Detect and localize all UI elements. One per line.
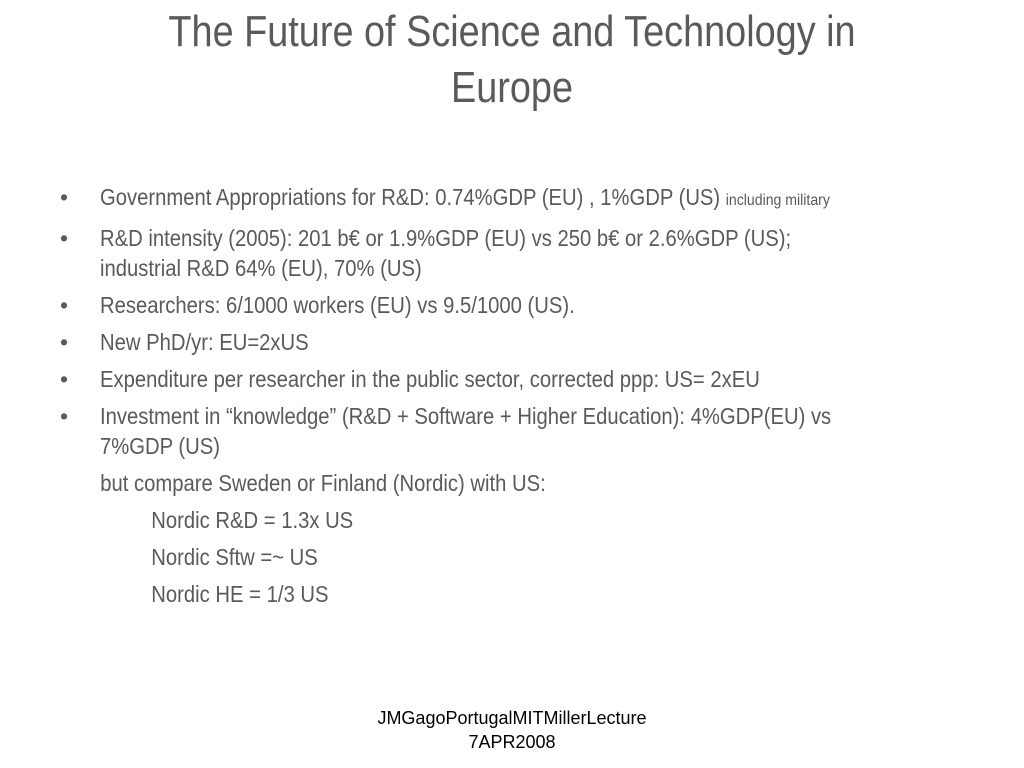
bullet-text bbox=[100, 401, 980, 461]
bullet-item bbox=[58, 327, 1018, 357]
bullet-text: New PhD/yr: EU=2xUS bbox=[100, 329, 309, 355]
bullet-dot: • bbox=[60, 366, 69, 392]
nordic-line: Nordic HE = 1/3 US bbox=[151, 581, 329, 607]
bullet-item bbox=[58, 290, 1018, 320]
title-line-1: The Future of Science and Technology in bbox=[168, 7, 856, 56]
bullet-text-line: industrial R&D 64% (EU), 70% (US) bbox=[100, 255, 422, 281]
slide-footer bbox=[312, 706, 712, 754]
bullet-text: Expenditure per researcher in the public sector, corrected ppp: US= 2xEU bbox=[100, 366, 760, 392]
bullet-text-line: R&D intensity (2005): 201 b€ or 1.9%GDP (EU) vs 250 b€ or 2.6%GDP (US); bbox=[100, 225, 792, 251]
title-line-2: Europe bbox=[450, 63, 574, 112]
bullet-text-line: Government Appropriations for R&D: 0.74%GDP (EU) , 1%GDP (US) bbox=[100, 184, 726, 210]
bullet-item bbox=[58, 182, 1018, 216]
bullet-text-line: 7%GDP (US) bbox=[100, 433, 220, 459]
nordic-line: Nordic R&D = 1.3x US bbox=[151, 507, 354, 533]
bullet-item bbox=[58, 223, 1018, 283]
bullet-list bbox=[58, 182, 1018, 616]
bullet-dot: • bbox=[60, 403, 69, 429]
bullet-text bbox=[100, 182, 980, 216]
bullet-dot: • bbox=[60, 292, 69, 318]
bullet-item bbox=[58, 401, 1018, 461]
slide-title bbox=[123, 4, 900, 116]
bullet-text: Researchers: 6/1000 workers (EU) vs 9.5/1000 (US). bbox=[100, 292, 575, 318]
bullet-text-line: Investment in “knowledge” (R&D + Software + Higher Education): 4%GDP(EU) vs bbox=[100, 403, 832, 429]
compare-line: but compare Sweden or Finland (Nordic) with US: bbox=[100, 470, 546, 496]
footer-line-2: 7APR2008 bbox=[468, 732, 556, 752]
bullet-dot: • bbox=[60, 225, 69, 251]
bullet-dot: • bbox=[60, 184, 69, 210]
nordic-line: Nordic Sftw =~ US bbox=[151, 544, 318, 570]
bullet-note: including military bbox=[725, 192, 830, 209]
bullet-text bbox=[100, 223, 980, 283]
footer-line-1: JMGagoPortugalMITMillerLecture bbox=[377, 708, 647, 728]
bullet-dot: • bbox=[60, 329, 69, 355]
bullet-item bbox=[58, 364, 1018, 394]
